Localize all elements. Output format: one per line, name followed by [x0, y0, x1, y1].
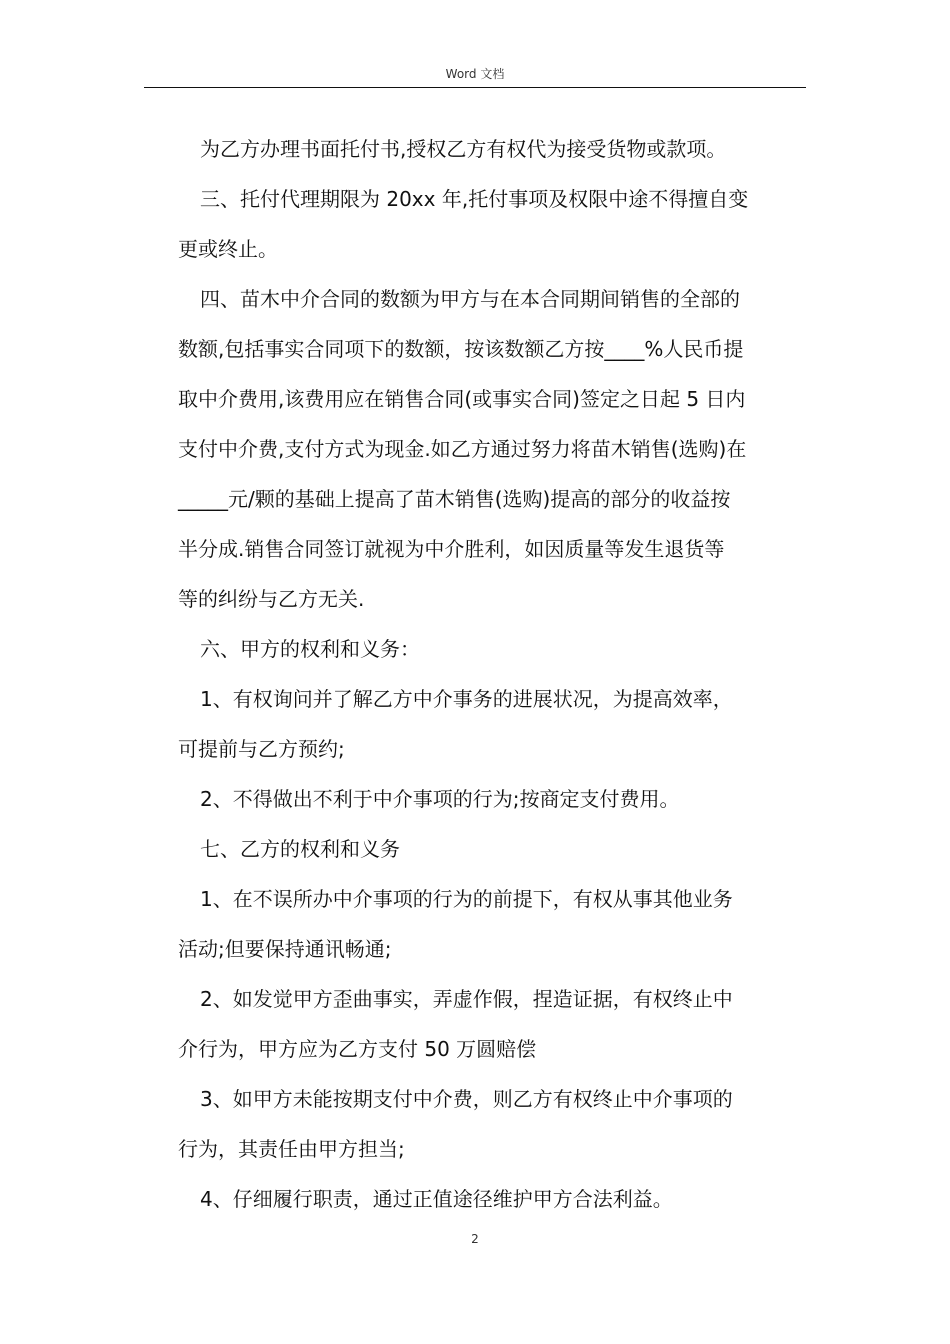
text-line: _____元/颗的基础上提高了苗木销售(选购)提高的部分的收益按 — [178, 487, 731, 511]
text-line: 2、不得做出不利于中介事项的行为;按商定支付费用。 — [200, 787, 680, 811]
text-line: 行为，其责任由甲方担当; — [178, 1137, 405, 1161]
document-body — [178, 124, 808, 1224]
page-header: Word 文档 — [445, 67, 505, 81]
text-line: 支付中介费,支付方式为现金.如乙方通过努力将苗木销售(选购)在 — [178, 437, 747, 461]
text-line: 四、苗木中介合同的数额为甲方与在本合同期间销售的全部的 — [200, 287, 740, 311]
page-number: 2 — [471, 1232, 479, 1246]
text-line: 等的纠纷与乙方无关. — [178, 587, 365, 611]
text-line: 可提前与乙方预约; — [178, 737, 345, 761]
text-line: 活动;但要保持通讯畅通; — [178, 937, 392, 961]
text-line: 3、如甲方未能按期支付中介费，则乙方有权终止中介事项的 — [200, 1087, 733, 1111]
text-line: 2、如发觉甲方歪曲事实，弄虚作假，捏造证据，有权终止中 — [200, 987, 733, 1011]
text-line: 更或终止。 — [178, 237, 278, 261]
text-line: 半分成.销售合同签订就视为中介胜利，如因质量等发生退货等 — [178, 537, 725, 561]
text-line: 六、甲方的权利和义务： — [200, 637, 420, 661]
text-line: 为乙方办理书面托付书,授权乙方有权代为接受货物或款项。 — [200, 137, 727, 161]
text-line: 三、托付代理期限为 20xx 年,托付事项及权限中途不得擅自变 — [200, 187, 749, 211]
text-line: 4、仔细履行职责，通过正值途径维护甲方合法利益。 — [200, 1187, 673, 1211]
text-line: 数额,包括事实合同项下的数额，按该数额乙方按____%人民币提 — [178, 337, 744, 361]
text-line: 取中介费用,该费用应在销售合同(或事实合同)签定之日起 5 日内 — [178, 387, 746, 411]
text-line: 介行为，甲方应为乙方支付 50 万圆赔偿 — [178, 1037, 537, 1061]
text-line: 1、在不误所办中介事项的行为的前提下，有权从事其他业务 — [200, 887, 733, 911]
text-line: 七、乙方的权利和义务 — [200, 837, 400, 861]
text-line: 1、有权询问并了解乙方中介事务的进展状况，为提高效率， — [200, 687, 733, 711]
header-divider — [144, 87, 806, 88]
